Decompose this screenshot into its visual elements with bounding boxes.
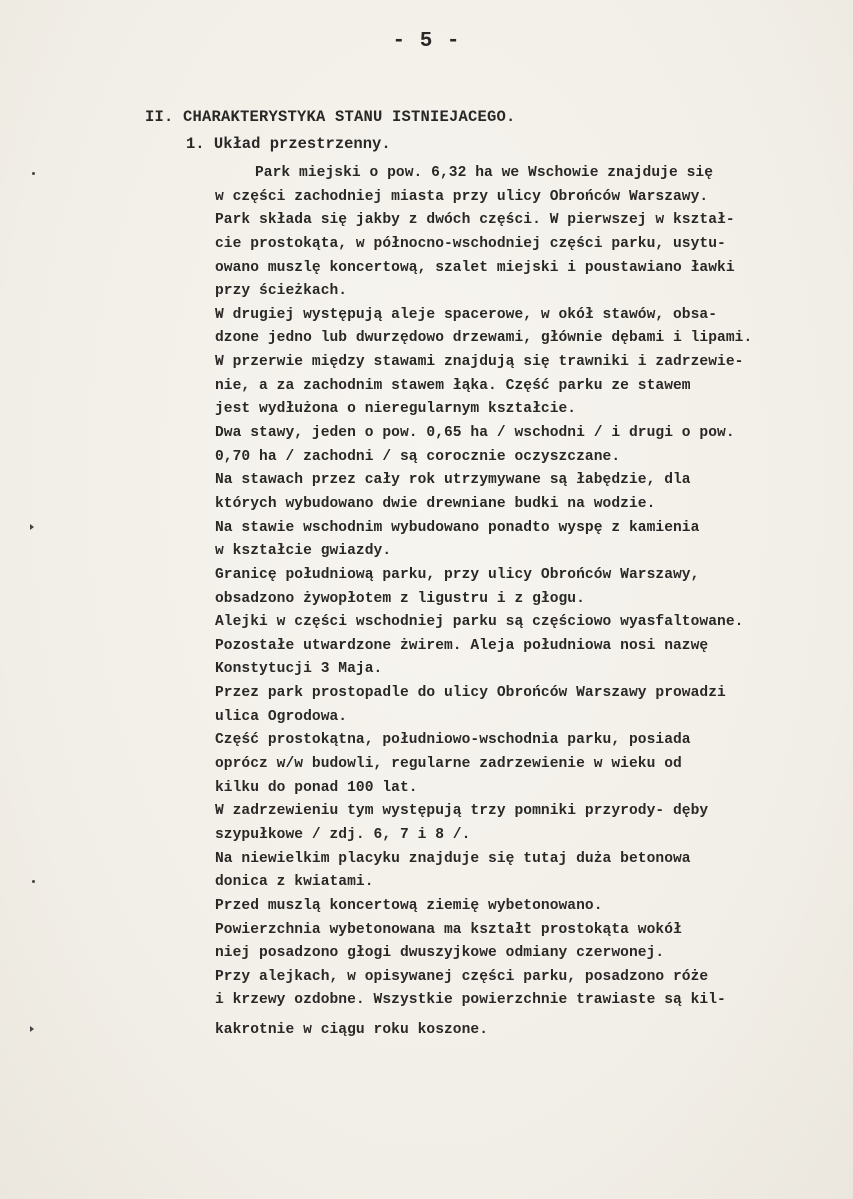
text-line: przy ścieżkach. <box>215 283 348 300</box>
text-line: Pozostałe utwardzone żwirem. Aleja południowa nosi nazwę <box>215 637 709 654</box>
text-line: Dwa stawy, jeden o pow. 0,65 ha / wschodni / i drugi o pow. <box>215 425 735 442</box>
text-line: Granicę południową parku, przy ulicy Obrońców Warszawy, <box>215 566 700 583</box>
text-line: w części zachodniej miasta przy ulicy Obrońców Warszawy. <box>215 188 709 205</box>
text-line: W drugiej występują aleje spacerowe, w okół stawów, obsa- <box>215 306 718 323</box>
text-line: Konstytucji 3 Maja. <box>215 661 383 678</box>
text-line: oprócz w/w budowli, regularne zadrzewienie w wieku od <box>215 756 682 773</box>
text-line: Część prostokątna, południowo-wschodnia parku, posiada <box>215 732 691 749</box>
text-line: 0,70 ha / zachodni / są corocznie oczyszczane. <box>215 448 621 465</box>
text-line: ulica Ogrodowa. <box>215 708 348 725</box>
text-line: Przez park prostopadle do ulicy Obrońców Warszawy prowadzi <box>215 685 726 702</box>
subsection-heading: 1. Układ przestrzenny. <box>186 135 391 153</box>
text-line: W przerwie między stawami znajdują się trawniki i zadrzewie- <box>215 354 744 371</box>
text-line: jest wydłużona o nieregularnym kształcie. <box>215 401 577 418</box>
body-text <box>215 162 851 1043</box>
text-line: Na niewielkim placyku znajduje się tutaj duża betonowa <box>215 850 691 867</box>
text-line: Na stawach przez cały rok utrzymywane są łabędzie, dla <box>215 472 691 489</box>
text-line: kilku do ponad 100 lat. <box>215 779 418 796</box>
text-line: Przed muszlą koncertową ziemię wybetonowano. <box>215 897 603 914</box>
text-line: W zadrzewieniu tym występują trzy pomniki przyrody- dęby <box>215 803 709 820</box>
margin-arrow-mark <box>30 1026 34 1032</box>
text-line: dzone jedno lub dwurzędowo drzewami, głównie dębami i lipami. <box>215 330 753 347</box>
text-line: Przy alejkach, w opisywanej części parku, posadzono róże <box>215 968 709 985</box>
text-line: niej posadzono głogi dwuszyjkowe odmiany czerwonej. <box>215 945 665 962</box>
margin-dot-mark <box>32 880 35 883</box>
page-number: - 5 - <box>392 30 461 53</box>
text-line: Na stawie wschodnim wybudowano ponadto wyspę z kamienia <box>215 519 700 536</box>
text-line: owano muszlę koncertową, szalet miejski i poustawiano ławki <box>215 259 735 276</box>
margin-dot-mark <box>32 172 35 175</box>
text-line: kakrotnie w ciągu roku koszone. <box>215 1022 489 1039</box>
text-line: Powierzchnia wybetonowana ma kształt prostokąta wokół <box>215 921 682 938</box>
text-line: obsadzono żywopłotem z ligustru i z głogu. <box>215 590 585 607</box>
text-line: Alejki w części wschodniej parku są częściowo wyasfaltowane. <box>215 614 744 631</box>
margin-arrow-mark <box>30 524 34 530</box>
text-line: Park składa się jakby z dwóch części. W pierwszej w kształ- <box>215 212 735 229</box>
text-line: donica z kwiatami. <box>215 874 374 891</box>
text-line: nie, a za zachodnim stawem łąka. Część parku ze stawem <box>215 377 691 394</box>
text-line: w kształcie gwiazdy. <box>215 543 392 560</box>
section-heading: II. CHARAKTERYSTYKA STANU ISTNIEJACEGO. <box>145 108 516 126</box>
text-line: cie prostokąta, w północno-wschodniej części parku, usytu- <box>215 235 726 252</box>
text-line: szypułkowe / zdj. 6, 7 i 8 /. <box>215 826 471 843</box>
text-line: których wybudowano dwie drewniane budki na wodzie. <box>215 495 656 512</box>
text-line: i krzewy ozdobne. Wszystkie powierzchnie trawiaste są kil- <box>215 992 726 1009</box>
text-line: Park miejski o pow. 6,32 ha we Wschowie znajduje się <box>255 165 713 181</box>
